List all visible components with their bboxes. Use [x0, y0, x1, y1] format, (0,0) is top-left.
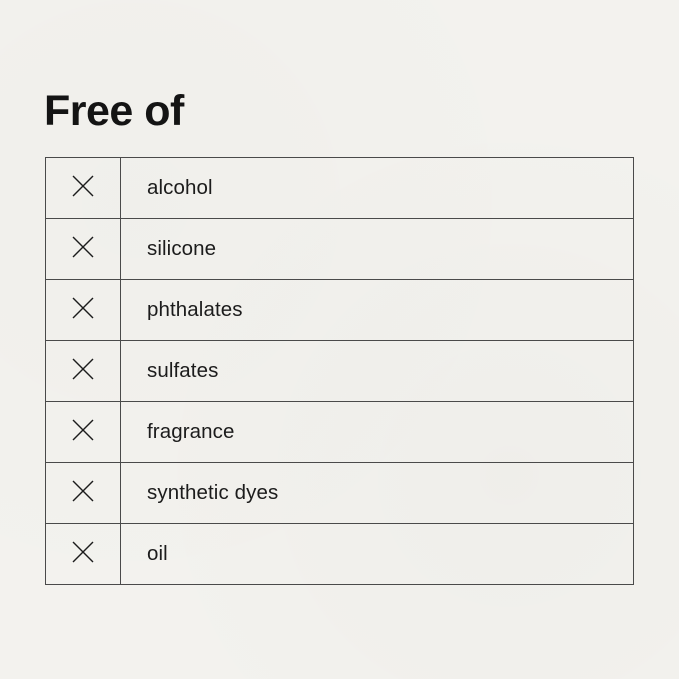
- exclusion-mark-cell: [46, 402, 121, 462]
- x-icon: [70, 478, 96, 509]
- table-row: [46, 280, 633, 341]
- table-row: [46, 402, 633, 463]
- x-icon: [70, 295, 96, 326]
- ingredient-label: silicone: [147, 237, 217, 260]
- table-row: [46, 219, 633, 280]
- exclusion-mark-cell: [46, 158, 121, 218]
- x-icon: [70, 234, 96, 265]
- free-of-table: [45, 157, 634, 585]
- ingredient-label: sulfates: [147, 359, 219, 382]
- ingredient-label: fragrance: [147, 420, 235, 443]
- exclusion-mark-cell: [46, 524, 121, 584]
- exclusion-mark-cell: [46, 463, 121, 523]
- exclusion-mark-cell: [46, 280, 121, 340]
- exclusion-mark-cell: [46, 219, 121, 279]
- x-icon: [70, 417, 96, 448]
- ingredient-label: synthetic dyes: [147, 481, 279, 504]
- ingredient-label: alcohol: [147, 176, 213, 199]
- table-row: [46, 341, 633, 402]
- table-row: [46, 463, 633, 524]
- exclusion-mark-cell: [46, 341, 121, 401]
- ingredient-label: oil: [147, 542, 168, 565]
- table-row: [46, 524, 633, 585]
- x-icon: [70, 173, 96, 204]
- x-icon: [70, 539, 96, 570]
- x-icon: [70, 356, 96, 387]
- table-row: [46, 158, 633, 219]
- ingredient-label: phthalates: [147, 298, 243, 321]
- page-title: Free of: [44, 87, 184, 135]
